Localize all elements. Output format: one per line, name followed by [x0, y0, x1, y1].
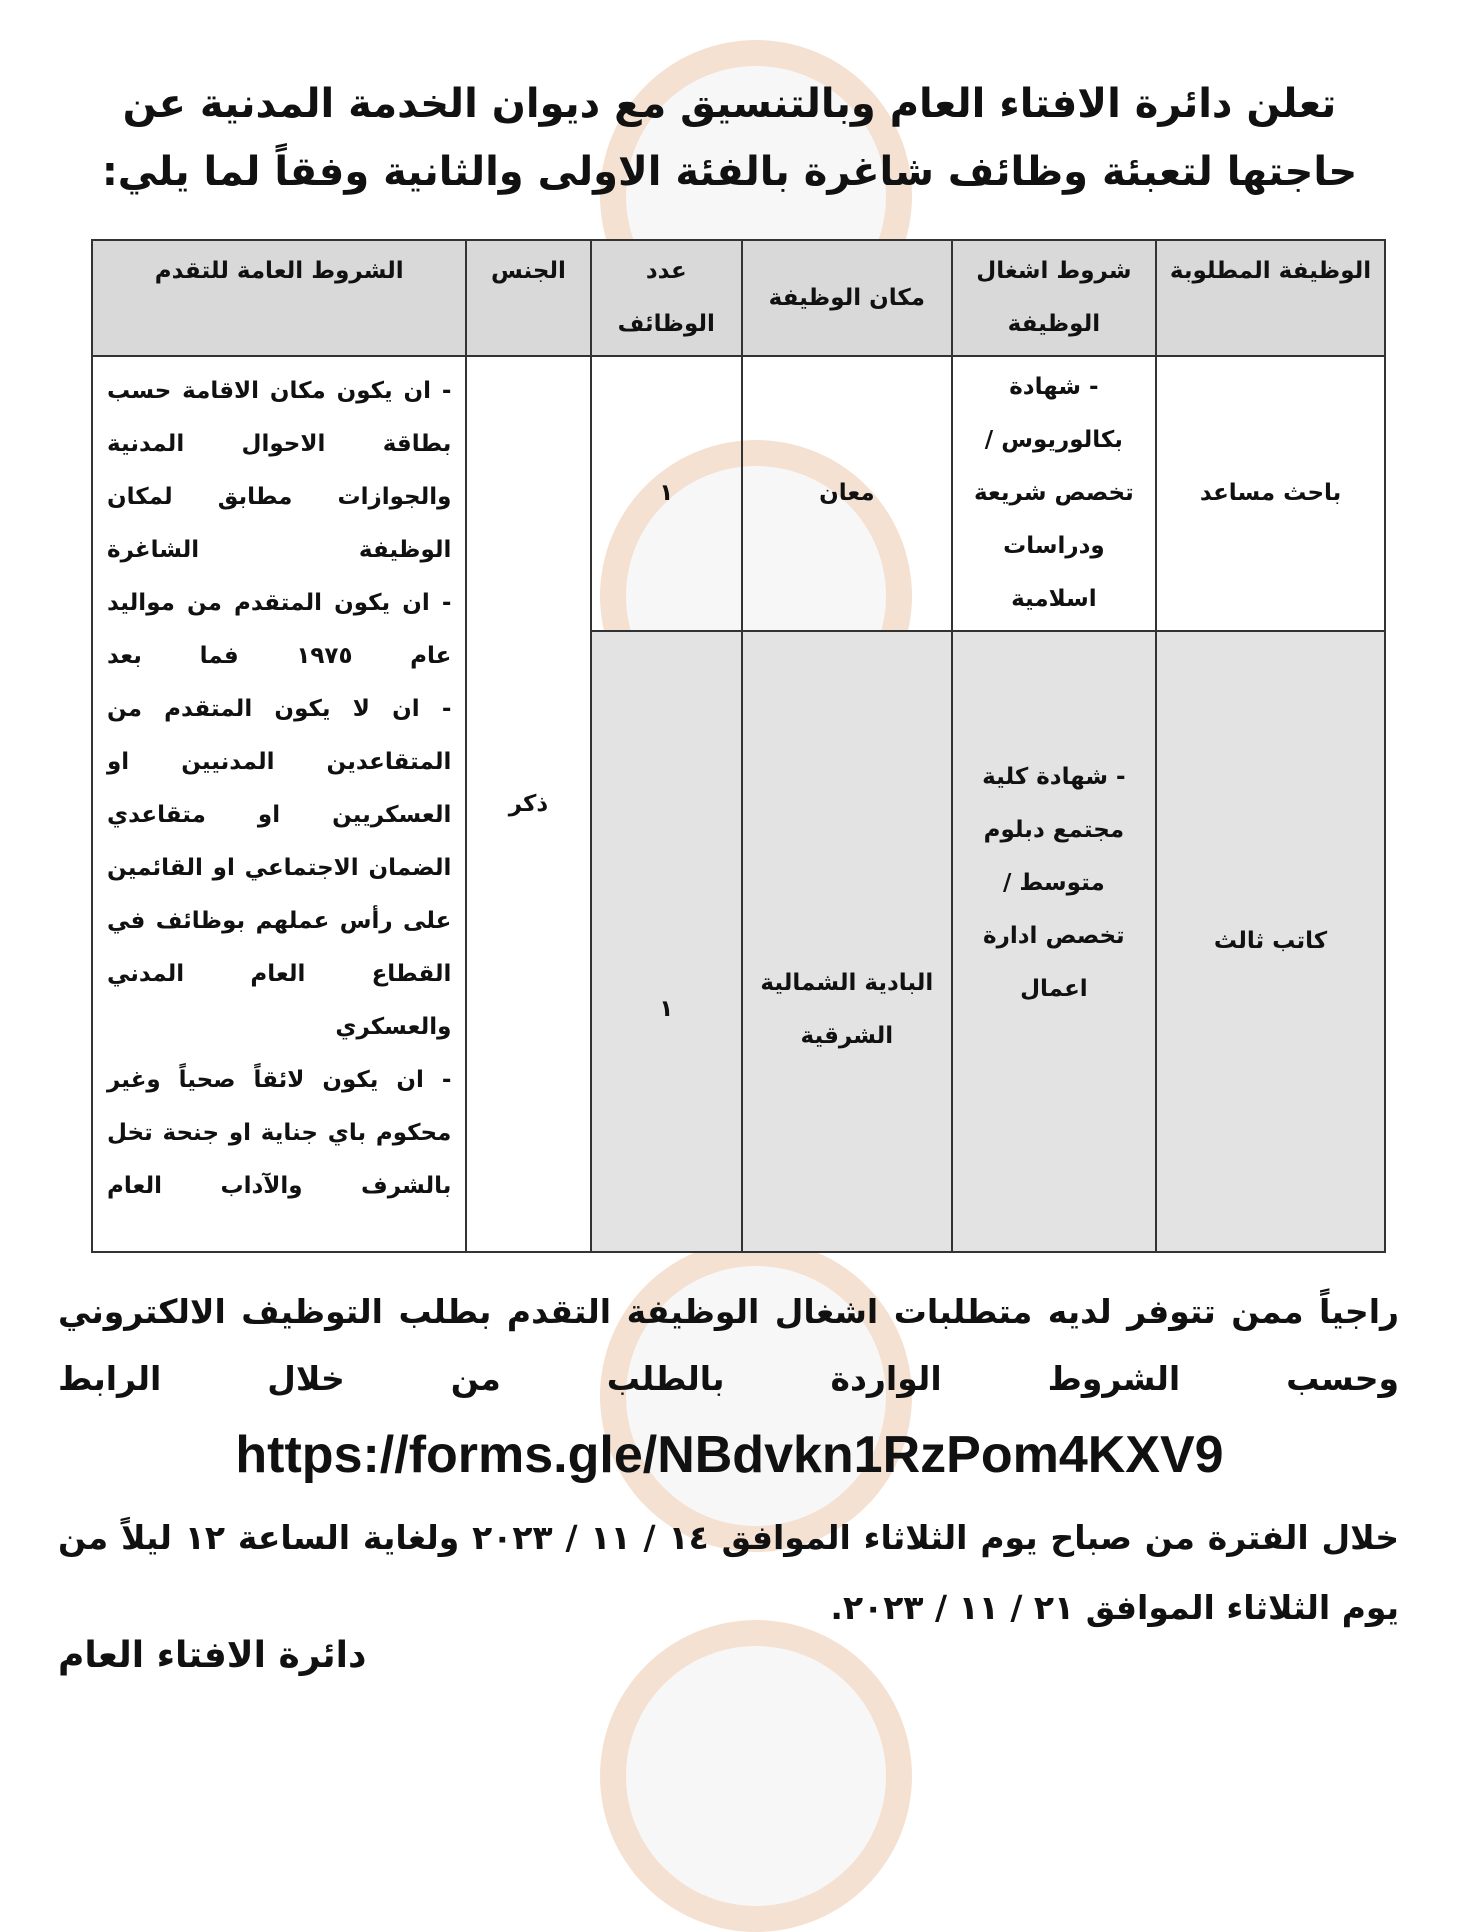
gender: ذكر	[466, 356, 590, 1252]
announcement-title: تعلن دائرة الافتاء العام وبالتنسيق مع ديوان الخدمة المدنية عن حاجتها لتعبئة وظائف شاغرة بالفئة الاولى والثانية وفقاً لما يلي:	[101, 81, 1358, 195]
application-link[interactable]: https://forms.gle/NBdvkn1RzPom4KXV9	[235, 1426, 1224, 1484]
job-requirements: - شهادة كلية مجتمع دبلوم متوسط / تخصص ادارة اعمال	[952, 631, 1156, 1252]
header-job: الوظيفة المطلوبة	[1156, 240, 1385, 356]
application-period: خلال الفترة من صباح يوم الثلاثاء الموافق ١٤ / ١١ / ٢٠٢٣ ولغاية الساعة ١٢ ليلاً من يوم الثلاثاء الموافق ٢١ / ١١ / ٢٠٢٣.	[58, 1518, 1400, 1627]
job-count: ١	[591, 356, 743, 631]
vacancies-table	[91, 239, 1386, 1253]
header-gender: الجنس	[466, 240, 590, 356]
general-conditions	[92, 356, 466, 1252]
job-title: كاتب ثالث	[1156, 631, 1385, 1252]
condition-item: - ان يكون المتقدم من مواليد عام ١٩٧٥ فما بعد	[107, 590, 452, 669]
job-location: معان	[742, 356, 952, 631]
header-requirements: شروط اشغال الوظيفة	[952, 240, 1156, 356]
table-header-row	[92, 240, 1385, 356]
condition-item: - ان يكون لائقاً صحياً وغير محكوم باي جناية او جنحة تخل بالشرف والآداب العام	[107, 1067, 452, 1199]
signature: دائرة الافتاء العام	[58, 1635, 367, 1676]
header-count: عدد الوظائف	[591, 240, 743, 356]
watermark-clock	[600, 1620, 912, 1932]
job-count: ١	[591, 631, 743, 1252]
job-title: باحث مساعد	[1156, 356, 1385, 631]
table-row	[92, 356, 1385, 631]
instructions-text: راجياً ممن تتوفر لديه متطلبات اشغال الوظيفة التقدم بطلب التوظيف الالكتروني وحسب الشروط الواردة بالطلب من خلال الرابط	[58, 1292, 1399, 1398]
job-location: البادية الشمالية الشرقية	[742, 631, 952, 1252]
job-requirements: - شهادة بكالوريوس / تخصص شريعة ودراسات اسلامية	[952, 356, 1156, 631]
condition-item: - ان يكون مكان الاقامة حسب بطاقة الاحوال المدنية والجوازات مطابق لمكان الوظيفة الشاغرة	[107, 378, 452, 563]
condition-item: - ان لا يكون المتقدم من المتقاعدين المدنيين او العسكريين او متقاعدي الضمان الاجتماعي او القائمين على رأس عملهم بوظائف في القطاع العام المدني والعسكري	[107, 696, 452, 1040]
header-location: مكان الوظيفة	[742, 240, 952, 356]
header-general-conditions: الشروط العامة للتقدم	[92, 240, 466, 356]
